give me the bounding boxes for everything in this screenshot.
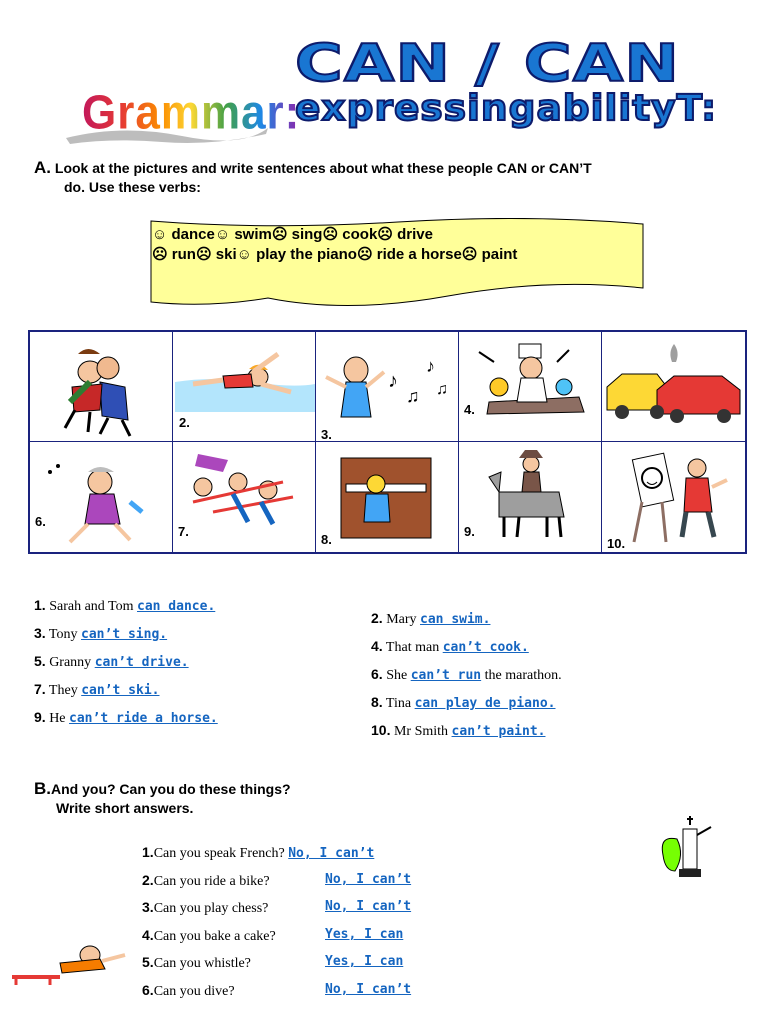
answer-fill[interactable]: can’t ride a horse. (69, 711, 218, 726)
answer-fill[interactable]: can dance. (137, 599, 216, 614)
picture-number: 8. (321, 532, 332, 547)
svg-text:♫: ♫ (436, 381, 448, 398)
picture-cell-3 (316, 332, 459, 442)
answer-line-9: 9. He can’t ride a horse. (34, 709, 218, 726)
grammar-heading: Grammar: (82, 85, 301, 140)
short-answer[interactable]: No, I can’t (325, 982, 412, 997)
skier-crash-icon (173, 442, 316, 552)
short-answer[interactable]: No, I can’t (325, 872, 412, 887)
picture-cell-2 (173, 332, 316, 442)
picture-number: 6. (35, 514, 46, 529)
picture-cell-1 (30, 332, 173, 442)
picture-cell-9 (459, 442, 602, 552)
cowboy-horse-icon (459, 442, 602, 552)
question-line-1: 1.Can you speak French? No, I can’t (142, 844, 375, 861)
section-a-instructions (34, 158, 674, 197)
dancing-couple-icon (30, 332, 173, 442)
answer-fill[interactable]: can’t sing. (81, 627, 168, 642)
answer-line-6: 6. She can’t run the marathon. (371, 666, 562, 683)
answer-line-1: 1. Sarah and Tom can dance. (34, 597, 216, 614)
answer-line-5: 5. Granny can’t drive. (34, 653, 189, 670)
answer-fill[interactable]: can’t run (410, 668, 482, 683)
picture-number: 2. (179, 415, 190, 430)
answer-fill[interactable]: can’t drive. (94, 655, 189, 670)
short-answer[interactable]: No, I can’t (325, 899, 412, 914)
title-expressing-ability: expressingabilityT: (295, 88, 718, 129)
girl-piano-icon (316, 442, 459, 552)
answer-line-4: 4. That man can’t cook. (371, 638, 529, 655)
section-a-instruction-line2: do. Use these verbs: (64, 179, 201, 195)
verb-list-line2: ☹ run☹ ski☺ play the piano☹ ride a horse☹ paint (152, 246, 518, 263)
diver-board-icon (10, 935, 130, 985)
picture-cell-7 (173, 442, 316, 552)
picture-cell-8 (316, 442, 459, 552)
picture-cell-5 (602, 332, 745, 442)
short-answer[interactable]: Yes, I can (325, 927, 404, 942)
answer-fill[interactable]: can play de piano. (414, 696, 556, 711)
picture-cell-4 (459, 332, 602, 442)
question-line-2: 2.Can you ride a bike? (142, 872, 270, 889)
short-answer[interactable]: Yes, I can (325, 954, 404, 969)
question-line-6: 6.Can you dive? (142, 982, 235, 999)
title-can-cant: CAN / CAN (295, 34, 681, 94)
section-b-instruction-line2: Write short answers. (56, 800, 194, 816)
messy-cook-icon (459, 332, 602, 442)
section-b-instructions (34, 779, 434, 818)
answer-line-7: 7. They can’t ski. (34, 681, 160, 698)
picture-number: 4. (464, 402, 475, 417)
section-a-letter: A. (34, 158, 51, 177)
picture-number: 7. (178, 524, 189, 539)
picture-number: 9. (464, 524, 475, 539)
answer-fill[interactable]: can’t cook. (442, 640, 529, 655)
short-answer[interactable]: No, I can’t (288, 846, 375, 861)
svg-text:♫: ♫ (406, 386, 420, 406)
answer-fill[interactable]: can’t ski. (81, 683, 160, 698)
svg-text:♪: ♪ (388, 370, 398, 392)
bad-singer-icon (316, 332, 459, 442)
tired-granny-runner-icon (30, 442, 173, 552)
verb-list (152, 225, 517, 265)
question-line-5: 5.Can you whistle? (142, 954, 251, 971)
question-line-4: 4.Can you bake a cake? (142, 927, 276, 944)
section-b-letter: B. (34, 779, 51, 798)
question-line-3: 3.Can you play chess? (142, 899, 269, 916)
picture-cell-6 (30, 442, 173, 552)
answer-line-3: 3. Tony can’t sing. (34, 625, 168, 642)
answer-fill[interactable]: can’t paint. (451, 724, 546, 739)
verb-list-line1: ☺ dance☺ swim☹ sing☹ cook☹ drive (152, 226, 433, 243)
answer-fill[interactable]: can swim. (420, 612, 491, 627)
picture-cell-10 (602, 442, 745, 552)
picture-number: 3. (321, 427, 332, 442)
swimmer-icon (173, 332, 316, 442)
picture-grid (28, 330, 747, 554)
section-a-instruction-line1: Look at the pictures and write sentences about what these people CAN or CAN’T (54, 160, 592, 176)
car-crash-icon (602, 332, 745, 442)
answer-line-2: 2. Mary can swim. (371, 610, 491, 627)
answer-line-8: 8. Tina can play de piano. (371, 694, 556, 711)
section-b-instruction-line1: And you? Can you do these things? (51, 781, 291, 797)
svg-text:♪: ♪ (426, 356, 435, 376)
answer-line-10: 10. Mr Smith can’t paint. (371, 722, 546, 739)
chess-king-icon (655, 815, 719, 885)
picture-number: 10. (607, 536, 626, 551)
